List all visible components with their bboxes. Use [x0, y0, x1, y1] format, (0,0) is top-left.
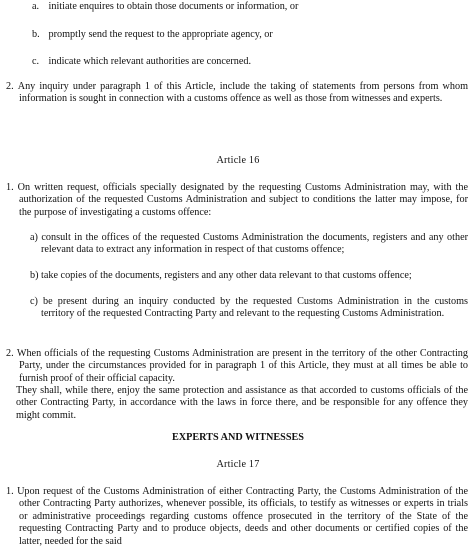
- article-16-item-b-label: b): [30, 270, 39, 281]
- article-16-paragraph-2-continuation: They shall, while there, enjoy the same protection and assistance as that accorded to customs officials of the other Contracting Party, in accordance with the laws in force there, and be responsible for any offence they might commit.: [16, 385, 468, 421]
- article-16-paragraph-2-number: 2.: [6, 348, 14, 359]
- subitem-c-text: indicate which relevant authorities are concerned.: [48, 56, 252, 67]
- article-16-item-c-label: c): [30, 296, 38, 307]
- article-17-heading: Article 17: [216, 459, 260, 470]
- subitem-a-label: a.: [32, 1, 40, 12]
- subitem-c: [32, 56, 466, 68]
- article-16-item-b: [30, 270, 468, 282]
- subitem-b-label: b.: [32, 29, 40, 40]
- paragraph-2-number: 2.: [6, 81, 14, 92]
- article-16-item-a: [30, 232, 468, 257]
- article-16-paragraph-1-text: On written request, officials specially designated by the requesting Customs Administration may, with the authorization of the requested Customs Administration and subject to conditions the latter may impose, for the purpose of investigating a customs offence:: [17, 182, 469, 218]
- article-17-paragraph-1-text: Upon request of the Customs Administration of either Contracting Party, the Customs Administration of the other Contracting Party authorizes, whenever possible, its officials, to testify as witnesses or experts in trials or administrative proceedings regarding customs offence prosecuted in the territory of the State of the requesting Contracting Party and to produce objects, deeds and other documents or certified copies of the latter, needed for the said: [17, 486, 468, 547]
- subitem-a-text: initiate enquires to obtain those documents or information, or: [48, 1, 299, 12]
- paragraph-2-text: Any inquiry under paragraph 1 of this Article, include the taking of statements from persons from whom information is sought in connection with a customs offence as well as those from witnesses and experts.: [17, 81, 468, 105]
- subitem-a: [32, 1, 466, 13]
- subitem-c-label: c.: [32, 56, 40, 67]
- article-16-item-b-text: take copies of the documents, registers and any other data relevant to that customs offence;: [41, 270, 412, 281]
- paragraph-2: [6, 81, 468, 106]
- article-16-item-c: [30, 296, 468, 321]
- article-16-paragraph-2: [6, 348, 468, 385]
- article-16-paragraph-1: [6, 182, 468, 219]
- subitem-b: [32, 29, 466, 41]
- article-16-item-c-text: be present during an inquiry conducted by the requested Customs Administration in the customs territory of the requested Contracting Party and relevant to the requesting Customs Administration.: [41, 296, 468, 320]
- section-title: EXPERTS AND WITNESSES: [172, 432, 304, 443]
- article-17-paragraph-1-number: 1.: [6, 486, 14, 497]
- article-16-item-a-text: consult in the offices of the requested Customs Administration the documents, registers and any other relevant data to extract any information in respect of that customs offence;: [41, 232, 468, 256]
- article-16-paragraph-2-text: When officials of the requesting Customs Administration are present in the territory of the other Contracting Party, under the circumstances provided for in paragraph 1 of this Article, they must at all times be able to furnish proof of their official capacity.: [16, 348, 468, 384]
- article-16-paragraph-1-number: 1.: [6, 182, 14, 193]
- article-16-item-a-label: a): [30, 232, 38, 243]
- article-17-paragraph-1: [6, 486, 468, 548]
- article-16-heading: Article 16: [216, 155, 260, 166]
- subitem-b-text: promptly send the request to the appropriate agency, or: [48, 29, 273, 40]
